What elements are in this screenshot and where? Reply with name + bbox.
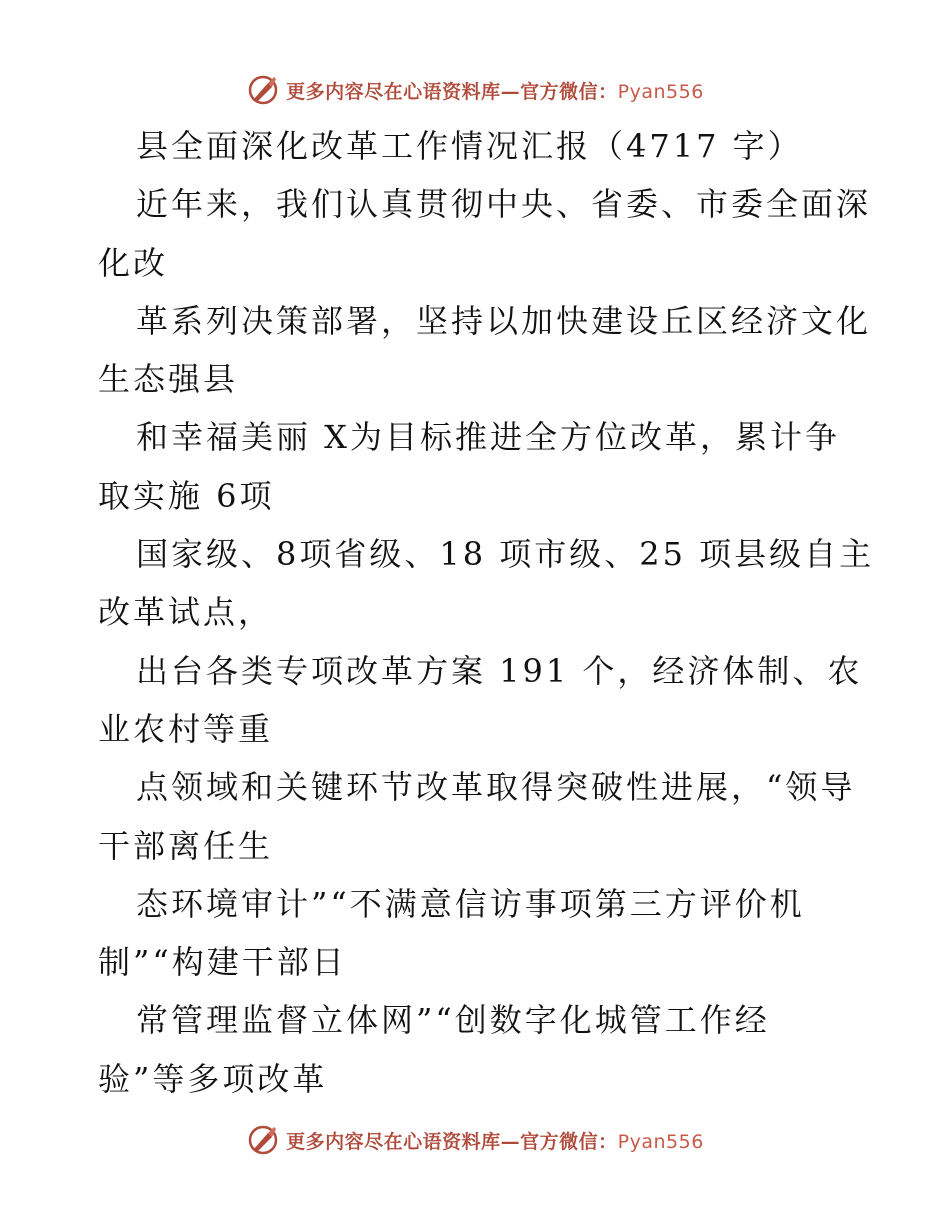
pen-nib-logo-icon [246, 1123, 280, 1157]
header-watermark-banner [0, 70, 950, 110]
paragraph-line: 态环境审计”“不满意信访事项第三方评价机 [136, 884, 805, 923]
paragraph-line: 国家级、8项省级、18 项市级、25 项县级自主 [136, 535, 875, 574]
banner-text [286, 1127, 704, 1154]
document-body [98, 117, 875, 1108]
banner-label: 更多内容尽在心语资料库—官方微信： [286, 80, 618, 103]
wechat-id: Pyan556 [617, 1130, 704, 1153]
wechat-id: Pyan556 [617, 80, 704, 103]
paragraph-line: 取实施 6项 [98, 476, 275, 515]
paragraph-line: 干部离任生 [98, 826, 274, 865]
paragraph-line: 验”等多项改革 [98, 1059, 328, 1098]
paragraph-line: 革系列决策部署，坚持以加快建设丘区经济文化 [136, 301, 872, 340]
paragraph-line: 业农村等重 [98, 709, 274, 748]
paragraph-line: 出台各类专项改革方案 191 个，经济体制、农 [136, 651, 863, 690]
paragraph-line: 和幸福美丽 X为目标推进全方位改革，累计争 [136, 418, 840, 457]
paragraph-line: 化改 [98, 243, 169, 282]
paragraph-line: 改革试点， [98, 593, 274, 632]
banner-text [286, 77, 704, 104]
footer-watermark-banner [0, 1120, 950, 1160]
banner-label: 更多内容尽在心语资料库—官方微信： [286, 1130, 618, 1153]
document-title: 县全面深化改革工作情况汇报（4717 字） [136, 127, 803, 165]
paragraph-line: 生态强县 [98, 360, 239, 399]
paragraph-line: 制”“构建干部日 [98, 943, 347, 982]
paragraph-line: 点领域和关键环节改革取得突破性进展，“领导 [136, 768, 856, 807]
pen-nib-logo-icon [246, 73, 280, 107]
paragraph-line: 常管理监督立体网”“创数字化城管工作经 [136, 1001, 770, 1040]
paragraph-line: 近年来，我们认真贯彻中央、省委、市委全面深 [136, 185, 872, 224]
